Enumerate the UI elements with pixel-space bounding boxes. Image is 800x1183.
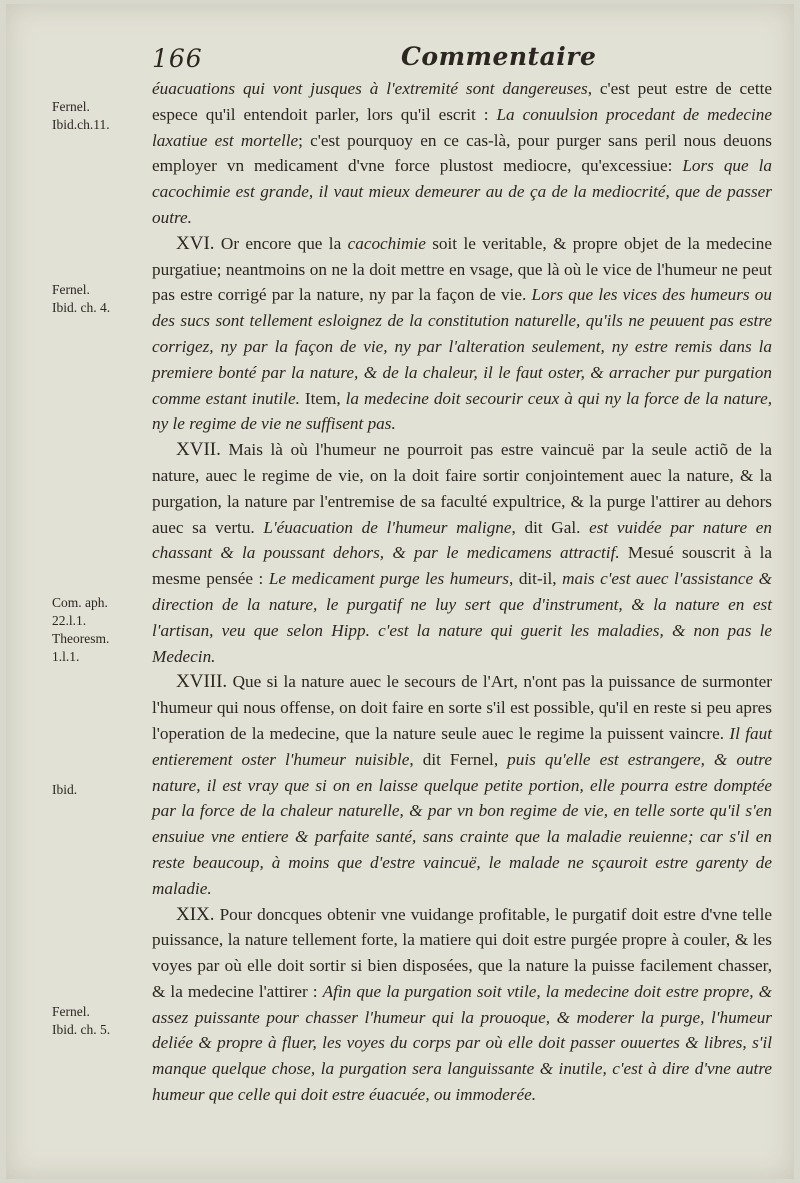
- quotation-text: Lors que les vices des humeurs ou des sucs sont tellement esloignez de la constitution naturelle, qu'ils ne peuuent pas estre corrigez, ny par la façon de vie, ny par l'alteration seulement, ny estre remis dans la premiere bonté par la nature, & de la chaleur, il le faut oster, & arracher pur purgation comme estant inutile.: [152, 285, 772, 408]
- section-number: XVI.: [176, 232, 215, 254]
- body-text-run: soit le veritable, & propre objet de la medecine purgatiue; neantmoins on ne la doit mettre en vsage, que là où le vice de l'humeur ne peut pas estre corrigé par la nature, ny par la façon de vie.: [152, 233, 772, 305]
- margin-note: Fernel. Ibid. ch. 4.: [52, 282, 111, 315]
- quotation-text: éuacuations qui vont jusques à l'extremité sont dangereuses: [152, 79, 588, 98]
- page-number: 166: [152, 44, 203, 73]
- commentary-text: [152, 76, 772, 1108]
- body-text-run: , c'est peut estre de cette espece qu'il entendoit parler, lors qu'il escrit :: [152, 79, 772, 124]
- body-text-run: Item,: [299, 388, 346, 408]
- body-text-run: , dit Fernel,: [409, 749, 508, 769]
- body-text-run: Mesué souscrit à la mesme pensée :: [152, 543, 772, 589]
- page-header: [146, 40, 766, 74]
- body-text-run: Mais là où l'humeur ne pourroit pas estre vaincuë par la seule actiõ de la nature, auec le regime de vie, on la doit faire sortir conjointement auec la nature, & la purgation, la nature par l'entremise de sa faculté expultrice, & la purge l'attirer au dehors auec sa vertu.: [152, 440, 772, 537]
- margin-note: Ibid.: [52, 782, 78, 797]
- margin-note: Fernel. Ibid. ch. 5.: [52, 1004, 111, 1037]
- quotation-text: Il faut entierement oster l'humeur nuisible: [152, 723, 772, 769]
- section-number: XIX.: [176, 903, 215, 925]
- book-page: [6, 4, 794, 1179]
- paragraph: [152, 669, 772, 901]
- margin-notes: [6, 4, 146, 1179]
- margin-note: Fernel. Ibid.ch.11.: [52, 99, 110, 132]
- quotation-text: La conuulsion procedant de medecine laxatiue est mortelle: [152, 104, 773, 150]
- quotation-text: la medecine doit secourir ceux à qui ny la force de la nature, ny le regime de vie ne suffisent pas.: [152, 388, 772, 434]
- running-title: Commentaire: [401, 42, 597, 71]
- body-text-run: Que si la nature auec le secours de l'Art, n'ont pas la puissance de surmonter l'humeur qui nous offense, on doit faire en sorte s'il est possible, qu'il en reste si peu apres l'operation de la medecine, que la nature seule auec le regime la puissent vaincre.: [152, 672, 772, 743]
- body-text-run: , dit-il,: [508, 569, 563, 589]
- paragraph: [152, 437, 772, 669]
- section-number: XVII.: [176, 439, 221, 461]
- quotation-text: Le medicament purge les humeurs: [268, 569, 509, 589]
- quotation-text: mais c'est auec l'assistance & direction de la nature, le purgatif ne luy sert que d'instrument, & la nature en est l'artisan, veu que selon Hipp. c'est la nature qui guerit les maladies, & non pas le Medecin.: [152, 569, 773, 666]
- quotation-text: puis qu'elle est estrangere, & outre nature, il est vray que si on en laisse quelque petite portion, elle pourra estre domptée par la force de la chaleur naturelle, & par vn bon regime de vie, en telle sorte qu'il s'en ensuiue vne entiere & parfaite santé, sans crainte que la maladie reuienne; car s'il en reste beaucoup, à moins que d'estre vaincuë, le malade ne sçauroit estre garenty de maladie.: [152, 749, 772, 898]
- body-text-run: ; c'est pourquoy en ce cas-là, pour purger sans peril nous deuons employer vn medicament d'vne force plustost mediocre, qu'excessiue:: [152, 130, 772, 176]
- paragraph: [152, 902, 772, 1108]
- quotation-text: cacochimie: [347, 233, 426, 253]
- paragraph: [152, 76, 772, 231]
- body-text-run: Or encore que la: [214, 233, 348, 253]
- body-text-run: Pour doncques obtenir vne vuidange profitable, le purgatif doit estre d'vne telle puissance, la nature tellement forte, la matiere qui doit estre purgée propre à couler, & les voyes par où elle doit sortir si bien disposées, que la nature la puisse facilement chasser, & la medecine l'attirer :: [152, 904, 772, 1001]
- margin-note: Com. aph. 22.l.1. Theoresm. 1.l.1.: [52, 595, 110, 664]
- quotation-text: Lors que la cacochimie est grande, il vaut mieux demeurer au de ça de la mediocrité, que de passer outre.: [152, 156, 772, 227]
- quotation-text: est vuidée par nature en chassant & la poussant dehors, & par le medicamens attractif.: [152, 517, 772, 563]
- section-number: XVIII.: [176, 671, 228, 693]
- quotation-text: Afin que la purgation soit vtile, la medecine doit estre propre, & assez puissante pour chasser l'humeur qui la prouoque, & moderer la purge, l'humeur deliée & propre à fluer, les voyes du corps par où elle doit passer ouuertes & libres, s'il manque quelque chose, la purgation sera languissante & inutile, c'est à dire d'vne autre humeur que celle qui doit estre éuacuée, ou immoderée.: [152, 981, 772, 1105]
- body-text-run: , dit Gal.: [511, 517, 590, 537]
- paragraph: [152, 231, 772, 437]
- quotation-text: L'éuacuation de l'humeur maligne: [263, 517, 512, 537]
